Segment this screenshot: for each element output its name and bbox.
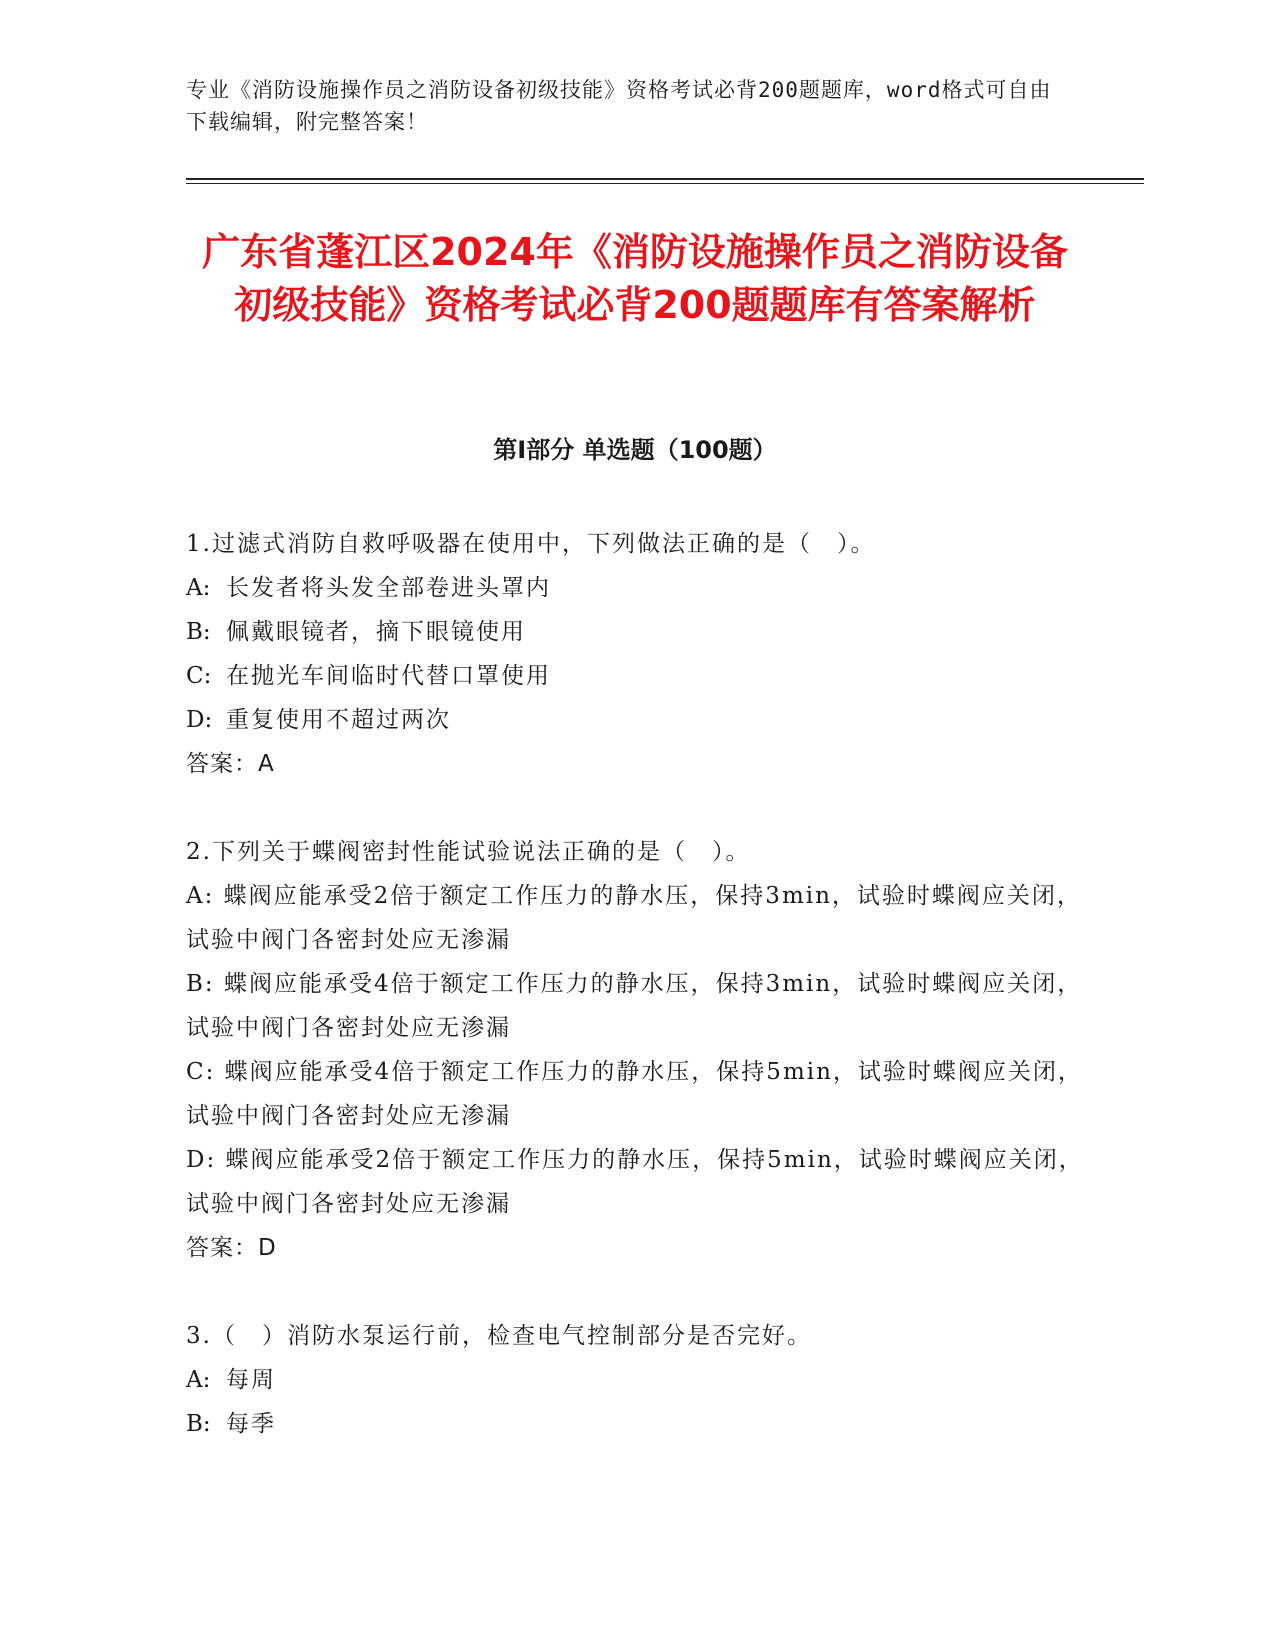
option-key: B: xyxy=(186,1411,211,1437)
option-text: 蝶阀应能承受4倍于额定工作压力的静水压，保持5min，试验时蝶阀应关闭，试验中阀门各密封处应无渗漏 xyxy=(186,1059,1083,1129)
option-b xyxy=(186,610,1086,654)
question-1 xyxy=(186,522,1086,786)
option-c xyxy=(186,1050,1086,1138)
option-key: A: xyxy=(186,1367,211,1393)
option-text: 蝶阀应能承受2倍于额定工作压力的静水压，保持5min，试验时蝶阀应关闭，试验中阀门各密封处应无渗漏 xyxy=(186,1147,1084,1217)
question-stem: 2.下列关于蝶阀密封性能试验说法正确的是（ ）。 xyxy=(186,839,751,865)
section-title: 第I部分 单选题（100题） xyxy=(493,436,777,464)
option-a xyxy=(186,874,1086,962)
option-key: A: xyxy=(186,883,215,909)
header-note: 专业《消防设施操作员之消防设备初级技能》资格考试必背200题题库，word格式可自由下载编辑，附完整答案！ xyxy=(186,78,1052,134)
question-2 xyxy=(186,830,1086,1270)
option-text: 长发者将头发全部卷进头罩内 xyxy=(226,575,551,601)
option-key: C: xyxy=(186,663,212,689)
document-title: 广东省蓬江区2024年《消防设施操作员之消防设备初级技能》资格考试必背200题题库有答案解析 xyxy=(202,230,1068,327)
question-stem: 3.（ ）消防水泵运行前，检查电气控制部分是否完好。 xyxy=(186,1323,812,1349)
option-a xyxy=(186,566,1086,610)
option-text: 在抛光车间临时代替口罩使用 xyxy=(226,663,551,689)
option-d xyxy=(186,1138,1086,1226)
question-3 xyxy=(186,1314,1086,1446)
question-list xyxy=(186,522,1086,1490)
option-key: D: xyxy=(186,1147,217,1173)
option-a xyxy=(186,1358,1086,1402)
option-text: 重复使用不超过两次 xyxy=(226,707,451,733)
option-key: D: xyxy=(186,707,213,733)
header-divider-thin xyxy=(186,183,1144,184)
header-divider-thick xyxy=(186,178,1144,180)
option-key: B: xyxy=(186,971,215,997)
option-text: 每周 xyxy=(226,1367,276,1393)
answer-line: 答案：D xyxy=(186,1235,277,1261)
option-b xyxy=(186,1402,1086,1446)
option-text: 蝶阀应能承受4倍于额定工作压力的静水压，保持3min，试验时蝶阀应关闭，试验中阀门各密封处应无渗漏 xyxy=(186,971,1083,1041)
option-key: A: xyxy=(186,575,211,601)
option-text: 蝶阀应能承受2倍于额定工作压力的静水压，保持3min，试验时蝶阀应关闭，试验中阀门各密封处应无渗漏 xyxy=(186,883,1082,953)
option-b xyxy=(186,962,1086,1050)
question-stem: 1.过滤式消防自救呼吸器在使用中，下列做法正确的是（ ）。 xyxy=(186,531,876,557)
option-d xyxy=(186,698,1086,742)
option-text: 佩戴眼镜者，摘下眼镜使用 xyxy=(226,619,526,645)
option-key: B: xyxy=(186,619,211,645)
answer-line: 答案：A xyxy=(186,751,275,777)
option-key: C: xyxy=(186,1059,216,1085)
option-c xyxy=(186,654,1086,698)
option-text: 每季 xyxy=(226,1411,276,1437)
